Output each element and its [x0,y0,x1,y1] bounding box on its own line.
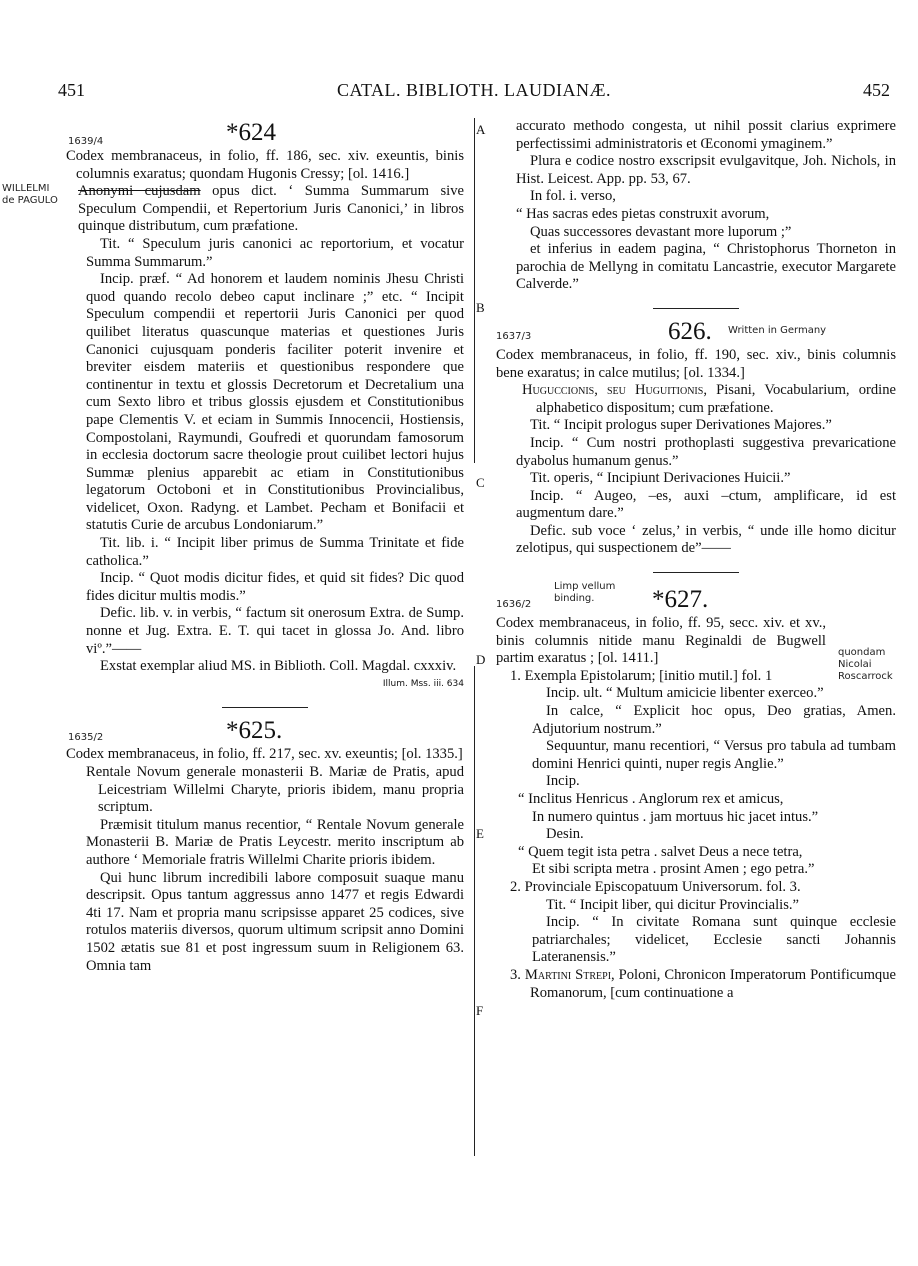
continuation-fol-verso: In fol. i. verso, [530,188,616,205]
tit-operis-626: Tit. operis, “ Incipiunt Derivaciones Huicii.” [530,470,791,487]
margin-letter-e: E [476,826,484,841]
item-2-title: Provinciale Episcopatuum Universorum. fol. 3. [524,878,801,895]
entry-625-heading [66,716,464,746]
verse-henricus-1: “ Inclitus Henricus . Anglorum rex et amicus, [518,791,784,807]
codex-description-627: Codex membranaceus, in folio, ff. 95, secc. xiv. et xv., binis columnis nitide manu Reginaldi de Bugwell partim exaratus ; [ol. 1411.] [496,615,826,667]
verse-line-2: Quas successores devastant more luporum ;” [530,223,792,240]
work-title-624: opus dict. ‘ Summa Summarum sive Speculum Compendii, et Repertorium Juris Canonici,’ in libros quinque distributum, cum præfatione. [78,183,464,235]
entry-separator-rule-right-1 [653,308,739,309]
shelfmark-627: 1636/2 [496,599,532,611]
incip-operis-626: Incip. “ Augeo, –es, auxi –ctum, amplificare, id est augmentum dare.” [516,487,896,522]
continuation-text: accurato methodo congesta, ut nihil possit clarius exprimere perfectissimi administratoris et Œconomi ymaginem.” [516,118,896,152]
quondam-roscarrock-note: quondam Nicolai Roscarrock [838,647,893,683]
codex-description-626: Codex membranaceus, in folio, ff. 190, sec. xiv., binis columnis bene exaratus; in calce mutilus; [ol. 1334.] [496,346,896,381]
margin-letter-b: B [476,300,485,315]
item-1-incip-verse: Incip. [546,773,580,790]
work-description-625: Rentale Novum generale monasterii B. Mariæ de Pratis, apud Leicestriam Willelmi Charyte, prioris ibidem, manu propria scriptum. [86,764,464,816]
margin-letter-f: F [476,1003,484,1018]
margin-letter-c: C [476,475,485,490]
verse-line-1: “ Has sacras edes pietas construxit avorum, [516,205,770,222]
marginal-author-note: WILLELMI de PAGULO [2,183,58,207]
note-625-1: Præmisit titulum manus recentior, “ Rentale Novum generale Monasterii B. Mariæ de Pratis Leycestr. merito inscriptum ab authore ‘ Memoriale fratris Willelmi Charite prioris ibidem. [86,816,464,868]
tit-626: Tit. “ Incipit prologus super Derivationes Majores.” [530,417,832,434]
verse-henricus-2: In numero quintus . jam mortuus hic jacet intus.” [532,808,819,825]
work-description-624 [2,183,464,236]
codex-description-624: Codex membranaceus, in folio, ff. 186, sec. xiv. exeuntis, binis columnis exaratus; quondam Hugonis Cressy; [ol. 1416.] [66,148,464,182]
item-1-sequuntur: Sequuntur, manu recentiori, “ Versus pro tabula ad tumbam domini Henrici quinti, nuper regis Anglie.” [532,738,896,772]
incip-624: Incip. “ Quot modis dicitur fides, et quid sit fides? Dic quod fides dicitur multis modis.” [86,570,464,604]
entry-number-626: 626. [668,317,712,345]
continuation-nichols: Plura e codice nostro exscripsit evulgavitque, Joh. Nichols, in Hist. Leicest. App. pp. 53, 67. [516,153,896,187]
exstat-624: Exstat exemplar aliud MS. in Biblioth. Coll. Magdal. cxxxiv. [100,658,457,675]
shelfmark-624: 1639/4 [68,136,104,147]
shelfmark-625: 1635/2 [68,732,104,744]
incip-praef-624: Incip. præf. “ Ad honorem et laudem nominis Jhesu Christi quod quando recolo debeo caput inclinare ;” etc. “ Incipit Speculum compendii et repertorii Juris Canonici per quod quilibet literatus quascunque materias et questiones Juris Canonici cujusquam ponderis faciliter poterit invenire et breviter eisdem materiis et questionibus respondere que continentur in textu et glossis Decretorum et Decretalium una cum Sexto libro et tribus glossis ejusdem et Constitutionibus pape Clementis V. et eciam in Summis Innocencii, Hostiensis, Compostolani, Raymundi, Goufredi et quorundam famosorum in ecclesia doctorum sacre theologie prout cuilibet lectori hujus Summæ plenius apparebit ac etiam in Constitutionibus legatorum Octoboni et in Constitutionibus Provincialibus, videlicet, Oxon. Radyng. et Lambet. Pecham et Bonifacii et statutis Curie de arcubus Londoniarum.” [86,271,464,534]
item-1-calce: In calce, “ Explicit hoc opus, Deo gratias, Amen. Adjutorium nostrum.” [532,703,896,737]
verse-petra-2: Et sibi scripta metra . prosint Amen ; ego petra.” [532,861,815,878]
item-1-incip: Incip. ult. “ Multum amicicie libenter exerceo.” [546,685,824,702]
item-2-tit: Tit. “ Incipit liber, qui dicitur Provincialis.” [546,896,800,913]
running-title: CATAL. BIBLIOTH. LAUDIANÆ. [336,80,612,100]
verse-petra-1: “ Quem tegit ista petra . salvet Deus a nece tetra, [518,843,803,860]
continuation-thorneton: et inferius in eadem pagina, “ Christophorus Thorneton in parochia de Mellyng in comitatu Lancastrie, executor Margarete Calverde.” [516,241,896,293]
margin-letter-a: A [476,122,486,137]
margin-letter-d: D [476,652,486,667]
entry-626-heading [496,317,896,347]
tit-624: Tit. “ Speculum juris canonici ac reportorium, et vocatur Summa Summarum.” [86,235,464,270]
page-number-right: 452 [863,80,890,100]
tit-lib-624: Tit. lib. i. “ Incipit liber primus de Summa Trinitate et fide catholica.” [86,535,464,569]
item-2-label: 2. [510,878,521,895]
incip-626: Incip. “ Cum nostri prothoplasti suggestiva prevaricatione dyabolus humanum genus.” [516,434,896,469]
item-2-incip: Incip. “ In civitate Romana sunt quinque ecclesie patriarchales; videlicet, Ecclesie sancti Johannis Lateranensis.” [532,914,896,966]
written-in-germany-note: Written in Germany [728,324,827,336]
page-header [58,80,890,104]
limp-vellum-note: Limp vellum binding. [554,581,616,605]
defic-626: Defic. sub voce ‘ zelus,’ in verbis, “ unde ille homo dicitur zelotipus, qui suspectionem de”—— [516,522,896,557]
entry-separator-rule-right-2 [653,572,739,573]
right-column [496,118,896,1002]
item-3-title: Poloni, Chronicon Imperatorum Pontificumque Romanorum, [cum continuatione a [530,966,896,1001]
entry-number-627: *627. [652,586,709,614]
entry-separator-rule [222,707,308,708]
defic-624: Defic. lib. v. in verbis, “ factum sit onerosum Extra. de Sump. nonne et Jug. Extra. E. T. qui tacet in glossa Jo. And. libro viº.”—— [86,605,464,657]
column-divider-upper [474,118,475,463]
column-divider-lower [474,666,475,1156]
item-3-label: 3. [510,966,521,983]
item-1-title: Exempla Epistolarum; [initio mutil.] fol. 1 [524,667,773,684]
entry-627-heading [496,581,896,615]
entry-number-624: *624 [226,119,276,146]
left-column [2,118,464,975]
shelfmark-626: 1637/3 [496,330,532,342]
codex-description-625: Codex membranaceus, in folio, ff. 217, sec. xv. exeuntis; [ol. 1335.] [66,746,463,763]
entry-number-625: *625. [226,717,283,745]
author-huguccio: Huguccionis, seu Huguitionis, [522,382,707,399]
work-title-626: Pisani, Vocabularium, ordine alphabetico dispositum; cum præfatione. [536,382,896,416]
struck-attribution: Anonymi cujusdam [78,183,201,200]
entry-624-heading [66,118,464,148]
illum-note: Illum. Mss. iii. 634 [382,678,464,689]
author-martinus: Martini Strepi, [524,966,615,983]
item-1-label: 1. [510,667,521,684]
note-625-2: Qui hunc librum incredibili labore composuit suaque manu descripsit. Opus tantum aggressus anno 1477 et regis Edwardi 4ti 17. Nam et propria manu scripsisse apparet 25 codices, sive rotulos materiis diversos, quorum ultimum scripsit anno Domini 1502 ætatis sue 81 et post ingressum suum in Religionem 63. Omnia tam [86,869,464,974]
page-number-left: 451 [58,80,85,100]
item-1-desin: Desin. [546,826,584,843]
